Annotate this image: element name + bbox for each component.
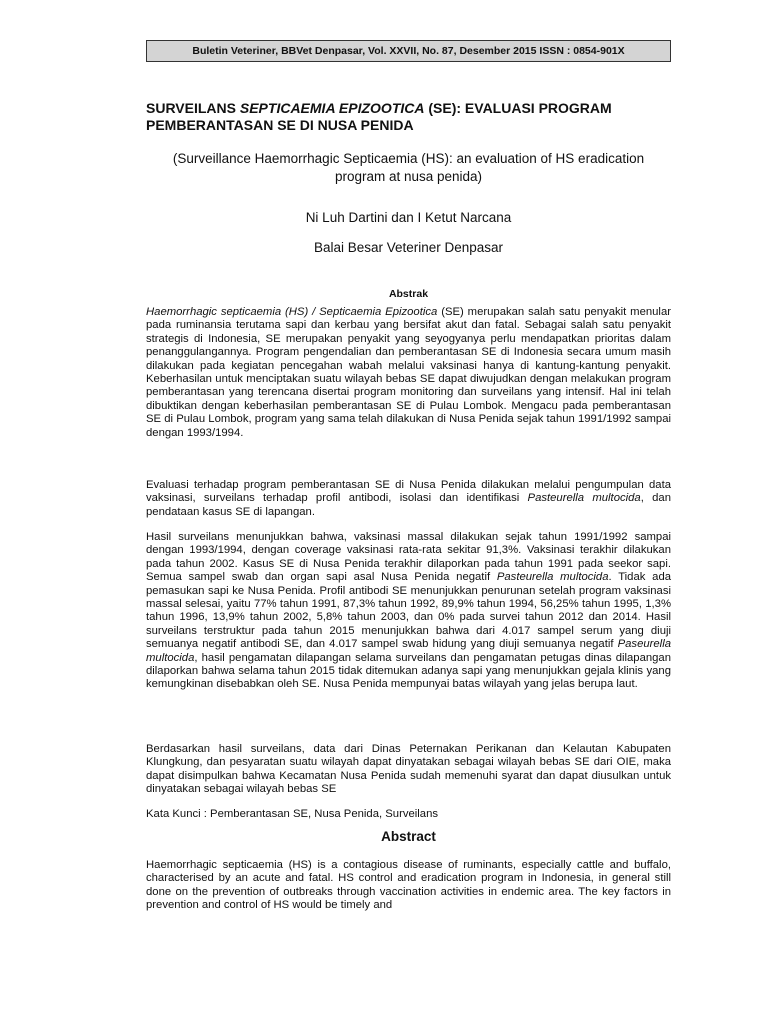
p3-italic-2: Paseurella multocida <box>146 638 671 664</box>
keywords: Kata Kunci : Pemberantasan SE, Nusa Penida, Surveilans <box>146 808 439 820</box>
paper-subtitle: (Surveillance Haemorrhagic Septicaemia (HS): an evaluation of HS eradication program at nusa penida) <box>172 151 645 184</box>
abstract-paragraph-1: Haemorrhagic septicaemia (HS) is a contagious disease of ruminants, especially cattle and buffalo, characterised by an acute and fatal. HS control and eradication program in Indonesia, in general still done on the prevention of outbreaks through vaccination activities in endemic area. The key factors in prevention and control of HS would be timely and <box>146 859 671 912</box>
abstract-heading: Abstract <box>381 829 436 844</box>
title-part-3: (SE): EVALUASI PROGRAM PEMBERANTASAN SE DI NUSA PENIDA <box>146 100 612 133</box>
p3-text-1: Hasil surveilans menunjukkan bahwa, vaksinasi massal dilakukan sejak tahun 1991/1992 sampai dengan 1993/1994, dengan coverage vaksinasi rata-rata sekitar 91,3%. Vaksinasi terakhir dilakukan pada tahun 2002. Kasus SE di Nusa Penida terakhir dilaporkan pada tahun 1991 pada seekor sapi. Semua sampel swab dan organ sapi asal Nusa Penida negatif <box>146 531 671 584</box>
p2-italic: Pasteurella multocida <box>527 492 641 505</box>
abstrak-paragraph-2 <box>146 479 671 519</box>
institution: Balai Besar Veteriner Denpasar <box>313 240 504 255</box>
abstrak-paragraph-1 <box>146 306 671 440</box>
p3-text-2: . Tidak ada pemasukan sapi ke Nusa Penida. Profil antibodi SE menunjukkan penurunan setelah program vaksinasi massal selesai, yaitu 77% tahun 1991, 87,3% tahun 1992, 89,9% tahun 1994, 56,25% tahun 1995, 1,3% tahun 1996, 13,9% tahun 2002, 5,8% tahun 2003, dan 0% pada survei tahun 2012 dan 2014. Hasil surveilans terstruktur pada tahun 2015 menunjukkan bahwa dari 4.017 sampel serum yang diuji semuanya negatif antibodi SE, dan 4.017 sampel swab hidung yang diuji semuanya negatif <box>146 571 672 651</box>
p1-italic: Haemorrhagic septicaemia (HS) / Septicaemia Epizootica <box>146 306 438 318</box>
p2-text-2: , dan pendataan kasus SE di lapangan. <box>146 492 671 518</box>
p1-text: (SE) merupakan salah satu penyakit menular pada ruminansia terutama sapi dan kerbau yang bersifat akut dan fatal. Sebagai salah satu penyakit strategis di Indonesia, SE merupakan penyakit yang seyogyanya perlu mendapatkan prioritas dalam penanggulangannya. Program pengendalian dan pemberantasan SE di Indonesia secara umum masih dilakukan pada kegiatan pencegahan wabah melalui vaksinasi hanya di kantung-kantung penyakit. Keberhasilan untuk menciptakan suatu wilayah bebas SE dapat diwujudkan dengan melakukan program pemberantasan yang terencana disertai program monitoring dan surveilans yang intensif. Hal ini telah dibuktikan dengan keberhasilan pemberantasan SE di Pulau Lombok. Mengacu pada pemberantasan SE di Pulau Lombok, program yang sama telah dilakukan di Nusa Penida sejak tahun 1991/1992 sampai dengan 1993/1994. <box>146 306 671 439</box>
abstrak-paragraph-3 <box>146 531 671 692</box>
abstrak-paragraph-4: Berdasarkan hasil surveilans, data dari Dinas Peternakan Perikanan dan Kelautan Kabupaten Klungkung, dan pesyaratan suatu wilayah dapat dinyatakan sebagai wilayah bebas SE dari OIE, maka dapat disimpulkan bahwa Kecamatan Nusa Penida sudah memenuhi syarat dan dapat diusulkan untuk dinyatakan sebagai wilayah bebas SE <box>146 743 671 796</box>
title-part-2: SEPTICAEMIA EPIZOOTICA <box>239 100 425 116</box>
paper-title <box>146 100 676 134</box>
p3-text-3: , hasil pengamatan dilapangan selama surveilans dan pengamatan petugas dinas dilapangan dilaporkan bahwa selama tahun 2015 tidak ditemukan adanya sapi yang menunjukkan gejala klinis yang kemungkinan disebabkan oleh SE. Nusa Penida mempunyai batas wilayah yang jelas berupa laut. <box>146 651 671 691</box>
abstrak-heading: Abstrak <box>388 288 429 300</box>
authors: Ni Luh Dartini dan I Ketut Narcana <box>305 210 512 225</box>
title-part-1: SURVEILANS <box>146 100 240 116</box>
p2-text-1: Evaluasi terhadap program pemberantasan SE di Nusa Penida dilakukan melalui pengumpulan data vaksinasi, surveilans terhadap profil antibodi, isolasi dan identifikasi <box>146 479 671 505</box>
journal-header: Buletin Veteriner, BBVet Denpasar, Vol. XXVII, No. 87, Desember 2015 ISSN : 0854-901X <box>146 40 671 62</box>
p3-italic-1: Pasteurella multocida <box>496 571 609 584</box>
